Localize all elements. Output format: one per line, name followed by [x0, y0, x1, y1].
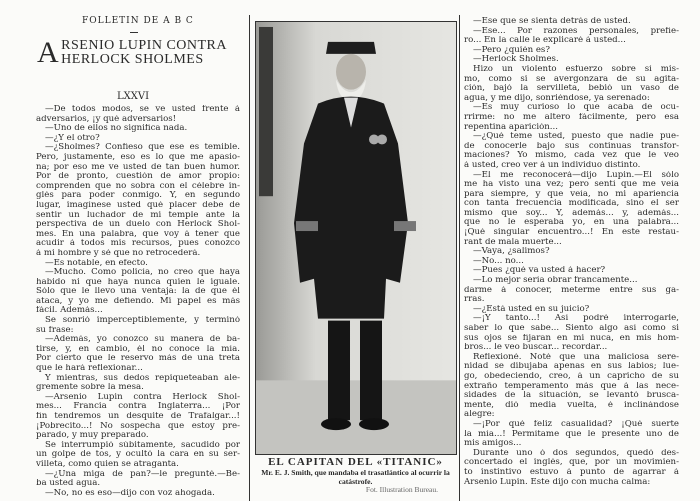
- text-line: Se interrumpió súbitamente, sacudido por: [45, 440, 240, 450]
- text-line: —Es muy curioso lo que acaba de ocu-: [473, 103, 679, 113]
- text-line: de conocerle bajo sus continuas transfor-: [464, 141, 679, 151]
- text-line: fin tendremos un desquite de Trafalgar...!: [36, 412, 240, 421]
- text-line: —Arsenio Lupin contra Herlock Shol-: [45, 392, 240, 402]
- text-line: me ha visto una vez; pero sentí que me veía: [464, 180, 679, 190]
- text-line: comprenden que no sobra con el célebre in-: [36, 181, 240, 191]
- text-line: —Él me reconocerá—dijo Lupin.—Él sólo: [473, 170, 679, 180]
- text-line: —Vaya, ¿salimos?: [473, 247, 550, 257]
- text-line: con tanta frecuencia modificada, sino el ser: [464, 199, 679, 209]
- photo-credit: Fot. Illustration Bureau.: [365, 485, 438, 495]
- text-line: mo, como si se avergonzara de su agita-: [464, 74, 679, 84]
- text-line: —Es notable, en efecto.: [45, 258, 148, 268]
- title-text: RSENIO LUPIN CONTRA HERLOCK SHOLMES: [61, 38, 227, 67]
- text-line: mismo que soy... Y, además... y, además...: [464, 208, 679, 218]
- text-line: Y mientras, sus dedos repiqueteaban ale-: [45, 373, 240, 383]
- photo-caption: [253, 456, 458, 495]
- text-line: mes. En una palabra, que voy á tener que: [36, 229, 240, 239]
- text-line: Por de pronto, cuestión de amor propio:: [36, 172, 240, 182]
- column-rule: [459, 15, 460, 501]
- section-kicker: FOLLETIN DE A B C: [82, 16, 194, 26]
- text-line: extraño temperamento más que á las nece-: [464, 381, 679, 391]
- text-line: fácil. Además...: [36, 306, 103, 316]
- text-line: Reflexioné. Noté que una maliciosa sere-: [473, 352, 679, 362]
- text-line: sentir un luchador de mi temple ante la: [36, 210, 240, 220]
- text-line: —No... no...: [473, 256, 524, 266]
- text-line: ción, bajó la servilleta, bebió un vaso de: [464, 84, 679, 94]
- text-line: —No, no es eso—dijo con voz ahogada.: [45, 488, 215, 498]
- text-line: sus ojos se fijaran en mi nuca, en mis hom-: [464, 333, 679, 343]
- text-line: —¡Y tanto...! Así podré interrogarle,: [473, 314, 679, 324]
- text-line: ¡Qué singular encuentro...! En este restau-: [464, 228, 679, 238]
- text-line: —Ese que se sienta detrás de usted.: [473, 17, 631, 26]
- text-line: rras.: [464, 295, 485, 305]
- text-line: parado, y muy preparado.: [36, 431, 149, 441]
- text-line: saber lo que sabe... Siento algo así como si: [464, 324, 679, 333]
- text-line: —Mucho. Como policía, no creo que haya: [45, 268, 240, 278]
- text-line: —¡Por qué feliz casualidad? ¡Qué suerte: [473, 419, 679, 429]
- text-line: acudir á todos mis recursos, pues conozco: [36, 239, 240, 249]
- chapter-number: LXXVI: [117, 91, 150, 102]
- text-line: Sólo que le llevo una ventaja: la de que él: [36, 287, 240, 297]
- text-line: repentina aparición...: [464, 122, 558, 132]
- text-line: —¿Está usted en su juicio?: [473, 304, 590, 314]
- text-line: alegre:: [464, 410, 495, 420]
- text-line: agua, y me dijo, sonriéndose, ya serenado:: [464, 93, 650, 103]
- divider: [130, 32, 138, 33]
- text-line: perspectiva de un duelo con Herlock Shol-: [36, 220, 240, 230]
- text-line: su frase:: [36, 325, 74, 335]
- text-line: lugar, imagínese usted qué placer debe de: [36, 200, 240, 210]
- text-line: —¿Una miga de pan?—le pregunté.—Be-: [45, 469, 240, 479]
- text-line: á usted, creo ver á un individuo distinto.: [464, 160, 641, 170]
- text-line: —¿Qué teme usted, puesto que nadie pue-: [473, 132, 679, 142]
- text-line: ¡Pobrecito...! No sospecha que estoy pre-: [36, 421, 240, 431]
- text-line: —Uno de ellos no significa nada.: [45, 124, 188, 134]
- text-line: adversarios, ¡y qué adversarios!: [36, 114, 177, 124]
- title-initial: A: [37, 36, 60, 69]
- captain-photo: [255, 21, 457, 455]
- text-line: maciones? Yo mismo, cada vez que le veo: [464, 151, 679, 161]
- text-line: —¿Y el otro?: [45, 133, 100, 143]
- text-line: ataca, y yo me defiendo. Mi papel es más: [36, 296, 240, 306]
- text-line: —Lo mejor sería obrar francamente...: [473, 276, 638, 286]
- text-line: que le hará reflexionar...: [36, 364, 143, 374]
- text-line: bros... le veo buscar... recordar...: [464, 343, 608, 353]
- text-line: Arsenio Lupin. Este dijo con mucha calma:: [464, 477, 651, 487]
- text-line: —Pero ¿quién es?: [473, 45, 550, 55]
- text-line: rant de mala muerte...: [464, 237, 562, 247]
- text-line: —¿Sholmes? Confieso que ese es temible.: [45, 143, 240, 153]
- text-line: glés para poder conmigo. Y, en segundo: [36, 191, 240, 201]
- text-line: ba usted agua.: [36, 479, 101, 489]
- right-column-text: [464, 17, 679, 487]
- text-line: mis amigos...: [464, 439, 522, 449]
- text-line: villeta, como quien se atraganta.: [36, 459, 179, 469]
- article-title: [37, 36, 242, 69]
- text-line: to instintivo estuvo á punto de agarrar á: [464, 467, 679, 477]
- text-line: mes... Francia contra Inglaterra... ¡Por: [36, 402, 240, 412]
- text-line: rrirme: no me altero fácilmente, pero esa: [464, 112, 679, 122]
- text-line: nidad se dibujaba apenas en sus labios; lue-: [464, 362, 679, 372]
- text-line: sidades de la situación, se levantó brusca-: [464, 391, 679, 401]
- text-line: na; por eso me ve usted de tan buen humor.: [36, 162, 240, 172]
- text-line: Durante uno ó dos segundos, quedó des-: [473, 448, 679, 458]
- text-line: habido ni que haya nunca quien le iguale.: [36, 277, 240, 287]
- text-line: ro... En la calle le explicaré á usted...: [464, 36, 626, 46]
- text-line: á mi hombre y sé que no retrocederá.: [36, 248, 201, 258]
- text-line: Pero, justamente, eso es lo que me apasio-: [36, 152, 240, 162]
- text-line: —De todos modos, se ve usted frente á: [45, 105, 240, 114]
- text-line: que no le esperaba yo, en una palabra...: [464, 218, 679, 228]
- text-line: Por cierto que le reservo más de una treta: [36, 354, 240, 364]
- left-column-text: [36, 105, 240, 498]
- text-line: go, obedeciendo, creo, á un capricho de su: [464, 371, 679, 381]
- text-line: —Herlock Sholmes.: [473, 55, 559, 65]
- text-line: —Ese... Por razones personales, prefie-: [473, 26, 679, 36]
- text-line: concertado el inglés, que, por un movimien-: [464, 458, 679, 468]
- text-line: Hizo un violento esfuerzo sobre sí mis-: [473, 64, 679, 74]
- text-line: darme á conocer, meterme entre sus ga-: [464, 285, 679, 295]
- photo-caption-text: Mr. E. J. Smith, que mandaba el trasatlántico al ocurrir la catástrofe.: [261, 468, 450, 486]
- photo-caption-title: EL CAPITAN DEL «TITANIC»: [268, 456, 443, 468]
- text-line: Se sonrió imperceptiblemente, y terminó: [45, 316, 240, 326]
- text-line: la mía...! Permítame que le presente uno de: [464, 429, 679, 439]
- text-line: —Pues ¿qué va usted á hacer?: [473, 266, 606, 276]
- text-line: para siempre, y que veía, no mi apariencia: [464, 189, 679, 199]
- text-line: gremente sobre la mesa.: [36, 383, 144, 393]
- column-rule: [249, 15, 250, 501]
- text-line: un golpe de tos, y ocultó la cara en su ser-: [36, 450, 240, 460]
- text-line: mente, dió media vuelta, é inclinándose: [464, 400, 679, 410]
- text-line: —Además, yo conozco su manera de ba-: [45, 335, 240, 345]
- text-line: tirse, y, en cambio, él no conoce la mía.: [36, 344, 240, 354]
